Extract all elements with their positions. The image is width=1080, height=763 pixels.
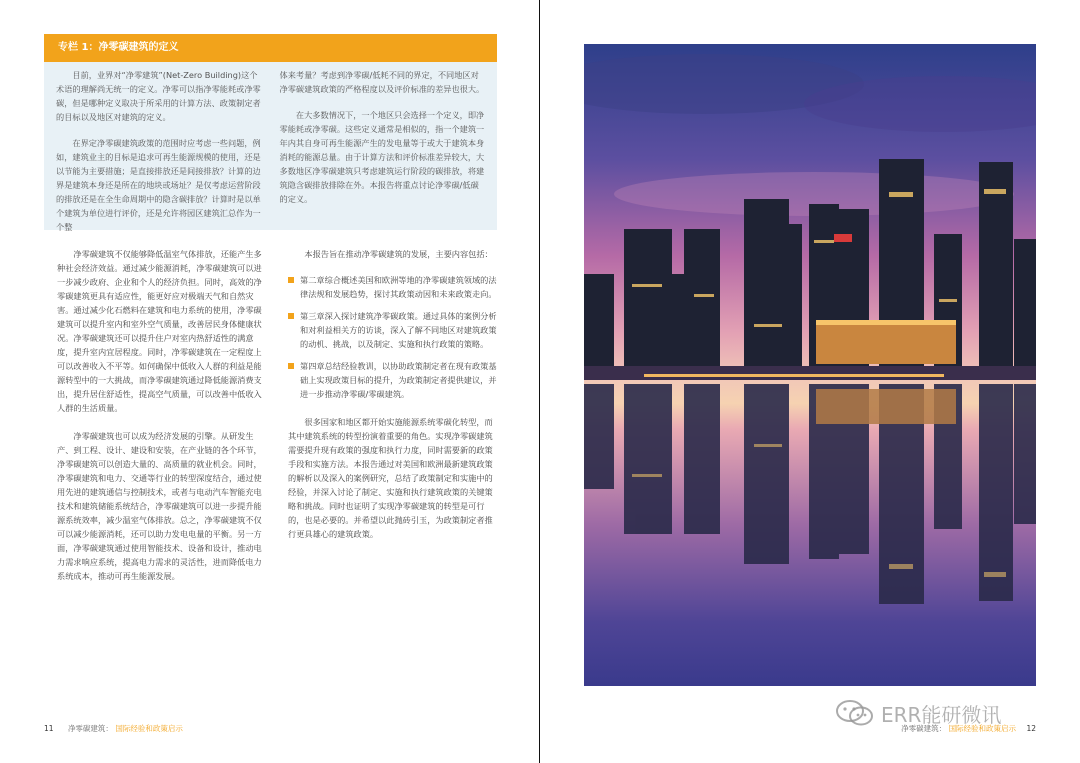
chapter-list — [288, 273, 498, 401]
body-paragraph: 净零碳建筑不仅能够降低温室气体排放，还能产生多种社会经济效益。通过减少能源消耗，净零碳建筑可以进一步减少政府、企业和个人的经济负担。同时，高效的净零碳建筑更具有适应性，能更好应对极端天气和自然灾害。通过减少化石燃料在建筑和电力系统的使用，净零碳建筑可以提升室内和室外空气质量，改善居民身体健康状况。净零碳建筑还可以提升住户对室内热舒适性的满意度，提升室内宜居程度。同时，净零碳建筑在一定程度上可以改善收入不平等。如何确保中低收入人群的利益是能源转型中的一大挑战，而净零碳建筑通过降低能源消费支出，提升居住舒适性，提高空气质量，可以改善中低收入人群的生活质量。 — [57, 249, 262, 413]
box-left-column — [56, 68, 262, 232]
body-paragraph: 净零碳建筑也可以成为经济发展的引擎。从研发生产、到工程、设计、建设和安装，在产业链的各个环节，净零碳建筑可以创造大量的、高质量的就业机会。同时，净零碳建筑和电力、交通等行业的转型深度结合，通过使用先进的建筑通信与控制技术，或者与电动汽车智能充电技术和建筑储能系统结合，净零碳建筑可以进一步提升能源系统效率，减少温室气体排放。总之，净零碳建筑不仅可以减少能源消耗，还可以助力发电电量的平衡。另一方面，净零碳建筑通过使用智能技术、设备和设计，推动电力需求响应系统，提高电力需求的灵活性，进而降低电力系统成本，推动可再生能源发展。 — [57, 431, 262, 581]
box-paragraph: 体来考量？考虑到净零碳/低耗不同的界定，不同地区对净零碳建筑政策的严格程度以及评价标准的差异也很大。 — [279, 70, 485, 94]
body-paragraph: 本报告旨在推动净零碳建筑的发展，主要内容包括： — [304, 249, 493, 259]
list-item — [288, 309, 498, 351]
wechat-icon — [835, 698, 875, 728]
body-right-column — [288, 247, 498, 555]
footer-subtitle: 国际经验和政策启示 — [948, 724, 1017, 733]
page-number: 12 — [1026, 724, 1036, 733]
footer-title: 净零碳建筑： — [67, 724, 113, 733]
list-item — [288, 273, 498, 301]
definition-box — [44, 62, 497, 230]
body-paragraph: 很多国家和地区都开始实施能源系统零碳化转型，而其中建筑系统的转型扮演着重要的角色。实现净零碳建筑需要提升现有政策的强度和执行力度，同时需要新的政策手段和实施方法。本报告通过对美国和欧洲最新建筑政策的解析以及深入的案例研究，总结了政策制定和实施中的经验，并深入讨论了制定、实施和执行建筑政策的关键策略和挑战。同时也证明了实现净零碳建筑的转型是可行的，也是必要的。并希望以此抛砖引玉，为政策制定者推行更具雄心的建筑政策。 — [288, 417, 493, 539]
list-item-text: 第四章总结经验教训，以协助政策制定者在现有政策基础上实现政策目标的提升，为政策制定者提供建议，并进一步推动净零碳/零碳建筑。 — [300, 361, 497, 399]
box-paragraph: 在界定净零碳建筑政策的范围时应考虑一些问题，例如，建筑业主的目标是追求可再生能源规模的使用，还是以节能为主要措施；是直接排放还是间接排放？计算的边界是建筑本身还是所在的地块或场址？是仅考虑运营阶段的排放还是在全生命周期中的隐含碳排放？计算时是以单个建筑为单位进行评价，还是允许将园区建筑汇总作为一个整 — [56, 138, 261, 232]
box-paragraph: 目前，业界对“净零建筑”(Net-Zero Building)这个术语的理解尚无统一的定义。净零可以指净零能耗或净零碳，但是哪种定义取决于所采用的计算方法、政策制定者的目标以及地区对建筑的定义。 — [56, 70, 261, 122]
box-paragraph: 在大多数情况下，一个地区只会选择一个定义，即净零能耗或净零碳。这些定义通常是相似的，指一个建筑一年内其自身可再生能源产生的发电量等于或大于建筑本身消耗的能源总量。由于计算方法和评价标准差异较大，大多数地区净零碳建筑只考虑建筑运行阶段的碳排放，将建筑隐含碳排放排除在外。本报告将重点讨论净零碳/低碳的定义。 — [279, 110, 485, 204]
bullet-square-icon — [288, 313, 294, 319]
list-item-text: 第二章综合概述美国和欧洲等地的净零碳建筑领域的法律法规和发展趋势，探讨其政策动因和未来政策走向。 — [300, 275, 497, 299]
box-title: 专栏 1：净零碳建筑的定义 — [44, 34, 497, 62]
left-footer — [44, 723, 183, 734]
box-right-column — [280, 68, 486, 224]
footer-title: 净零碳建筑： — [901, 724, 947, 733]
page-number: 11 — [44, 724, 54, 733]
watermark-text: ERR能研微讯 — [881, 702, 1002, 727]
footer-subtitle: 国际经验和政策启示 — [115, 724, 183, 733]
list-item — [288, 359, 498, 401]
list-item-text: 第三章深入探讨建筑净零碳政策。通过具体的案例分析和对利益相关方的访谈，深入了解不同地区对建筑政策的动机、挑战，以及制定、实施和执行政策的策略。 — [300, 311, 497, 349]
watermark — [835, 698, 1001, 728]
body-left-column — [57, 247, 267, 597]
page-divider — [539, 0, 540, 763]
bullet-square-icon — [288, 363, 294, 369]
city-skyline-photo — [584, 44, 1036, 686]
bullet-square-icon — [288, 277, 294, 283]
